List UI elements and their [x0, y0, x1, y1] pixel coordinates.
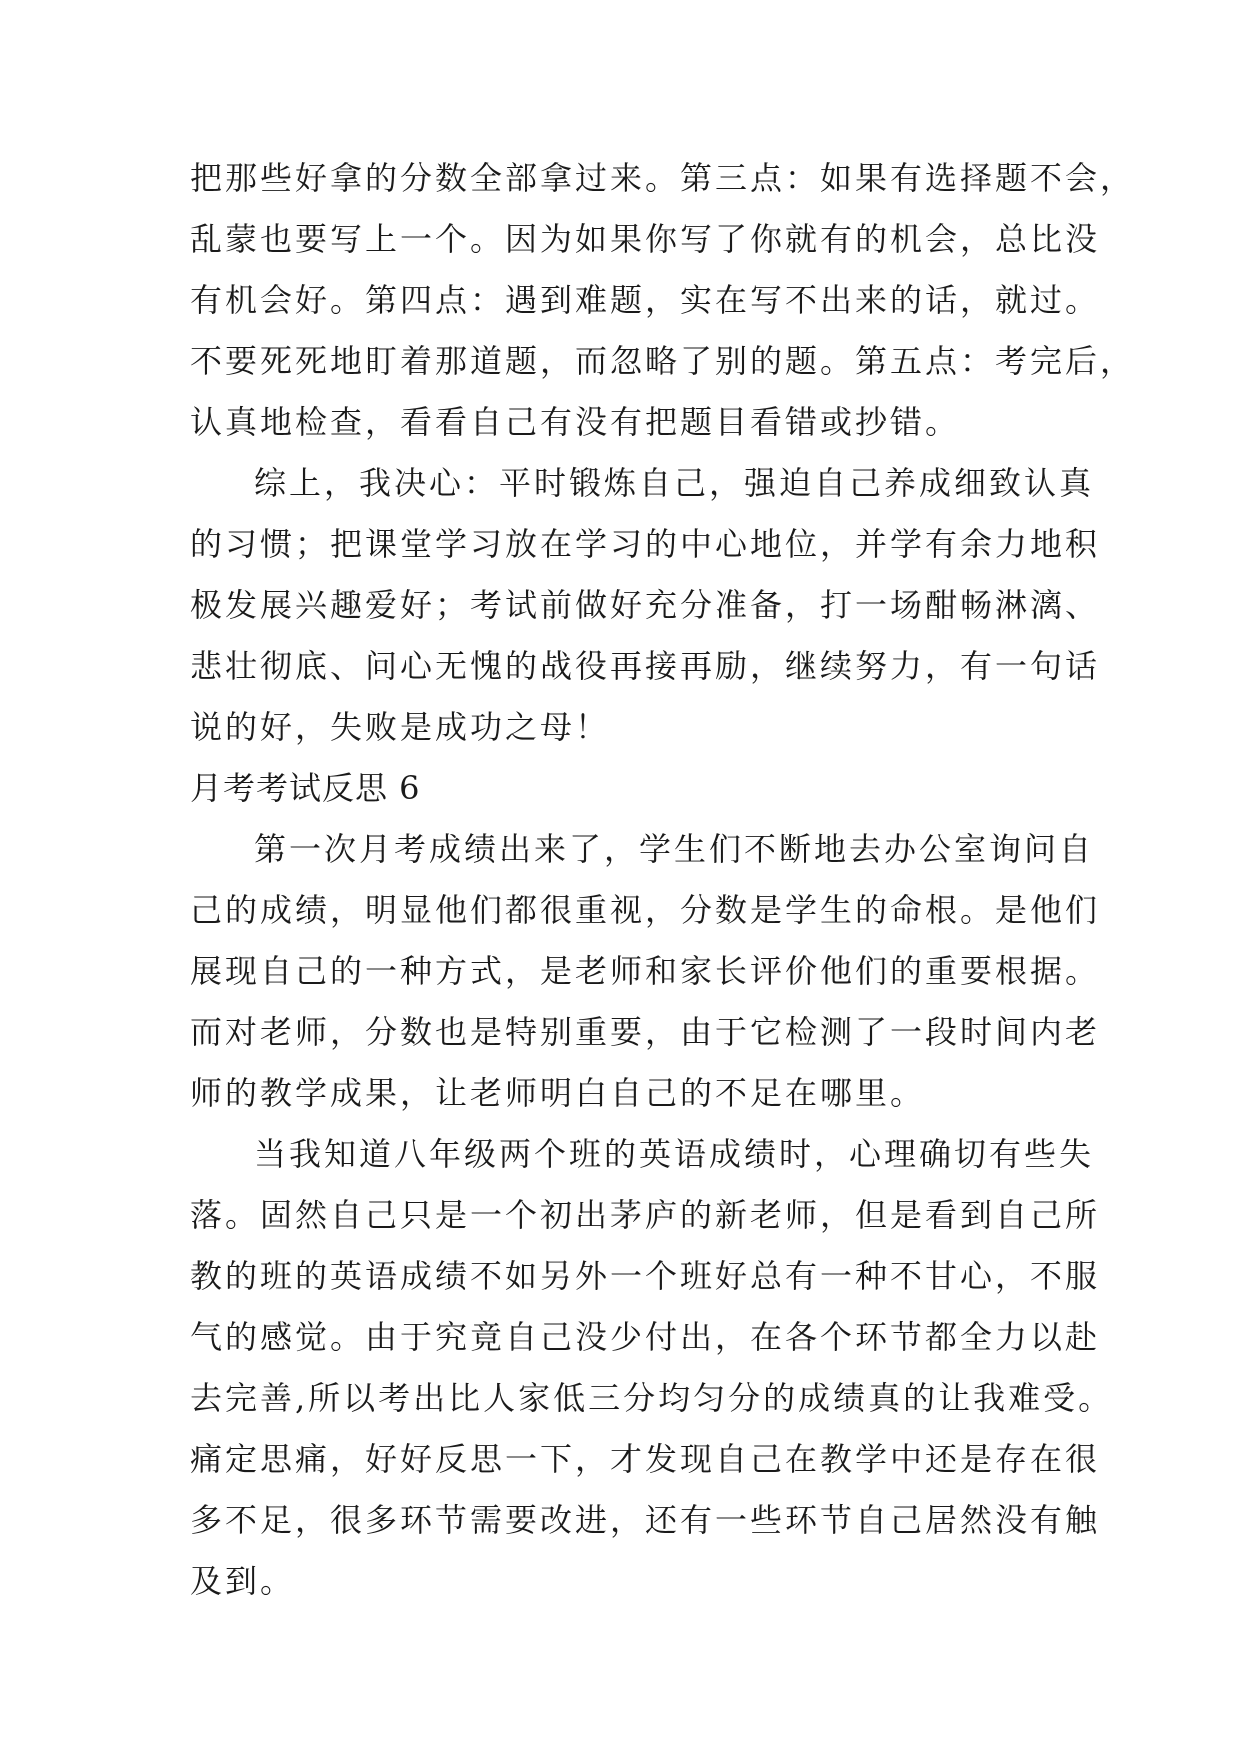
text-line: 把那些好拿的分数全部拿过来。第三点：如果有选择题不会，: [190, 159, 1136, 197]
section5-paragraph-tail: [190, 148, 1136, 453]
text-line: 悲壮彻底、问心无愧的战役再接再励，继续努力，有一句话: [190, 647, 1101, 685]
text-line: 气的感觉。由于究竟自己没少付出，在各个环节都全力以赴: [190, 1318, 1101, 1356]
text-line: 乱蒙也要写上一个。因为如果你写了你就有的机会，总比没: [190, 220, 1101, 258]
text-line: 师的教学成果，让老师明白自己的不足在哪里。: [190, 1074, 926, 1112]
text-line: 第一次月考成绩出来了，学生们不断地去办公室询问自: [254, 830, 1095, 868]
text-line: 认真地检查，看看自己有没有把题目看错或抄错。: [190, 403, 961, 441]
text-line: 的习惯；把课堂学习放在学习的中心地位，并学有余力地积: [190, 525, 1101, 563]
text-line: 去完善,所以考出比人家低三分均匀分的成绩真的让我难受。: [190, 1379, 1114, 1417]
text-line: 教的班的英语成绩不如另外一个班好总有一种不甘心，不服: [190, 1257, 1101, 1295]
section6-paragraph-2: [190, 1124, 1114, 1612]
section-heading: 月考考试反思 6: [190, 769, 421, 807]
text-line: 而对老师，分数也是特别重要，由于它检测了一段时间内老: [190, 1013, 1101, 1051]
text-line: 当我知道八年级两个班的英语成绩时，心理确切有些失: [254, 1135, 1095, 1173]
text-line: 痛定思痛，好好反思一下，才发现自己在教学中还是存在很: [190, 1440, 1101, 1478]
text-line: 综上，我决心：平时锻炼自己，强迫自己养成细致认真: [254, 464, 1095, 502]
text-line: 不要死死地盯着那道题，而忽略了别的题。第五点：考完后，: [190, 342, 1136, 380]
text-line: 极发展兴趣爱好；考试前做好充分准备，打一场酣畅淋漓、: [190, 586, 1101, 624]
text-line: 说的好，失败是成功之母！: [190, 708, 611, 746]
document-body: [190, 148, 1136, 1612]
section6-paragraph-1: [190, 819, 1101, 1124]
section5-conclusion-paragraph: [190, 453, 1101, 758]
text-line: 有机会好。第四点：遇到难题，实在写不出来的话，就过。: [190, 281, 1101, 319]
text-line: 己的成绩，明显他们都很重视，分数是学生的命根。是他们: [190, 891, 1101, 929]
text-line: 落。固然自己只是一个初出茅庐的新老师，但是看到自己所: [190, 1196, 1101, 1234]
text-line: 展现自己的一种方式，是老师和家长评价他们的重要根据。: [190, 952, 1101, 990]
text-line: 及到。: [190, 1562, 296, 1600]
text-line: 多不足，很多环节需要改进，还有一些环节自己居然没有触: [190, 1501, 1101, 1539]
